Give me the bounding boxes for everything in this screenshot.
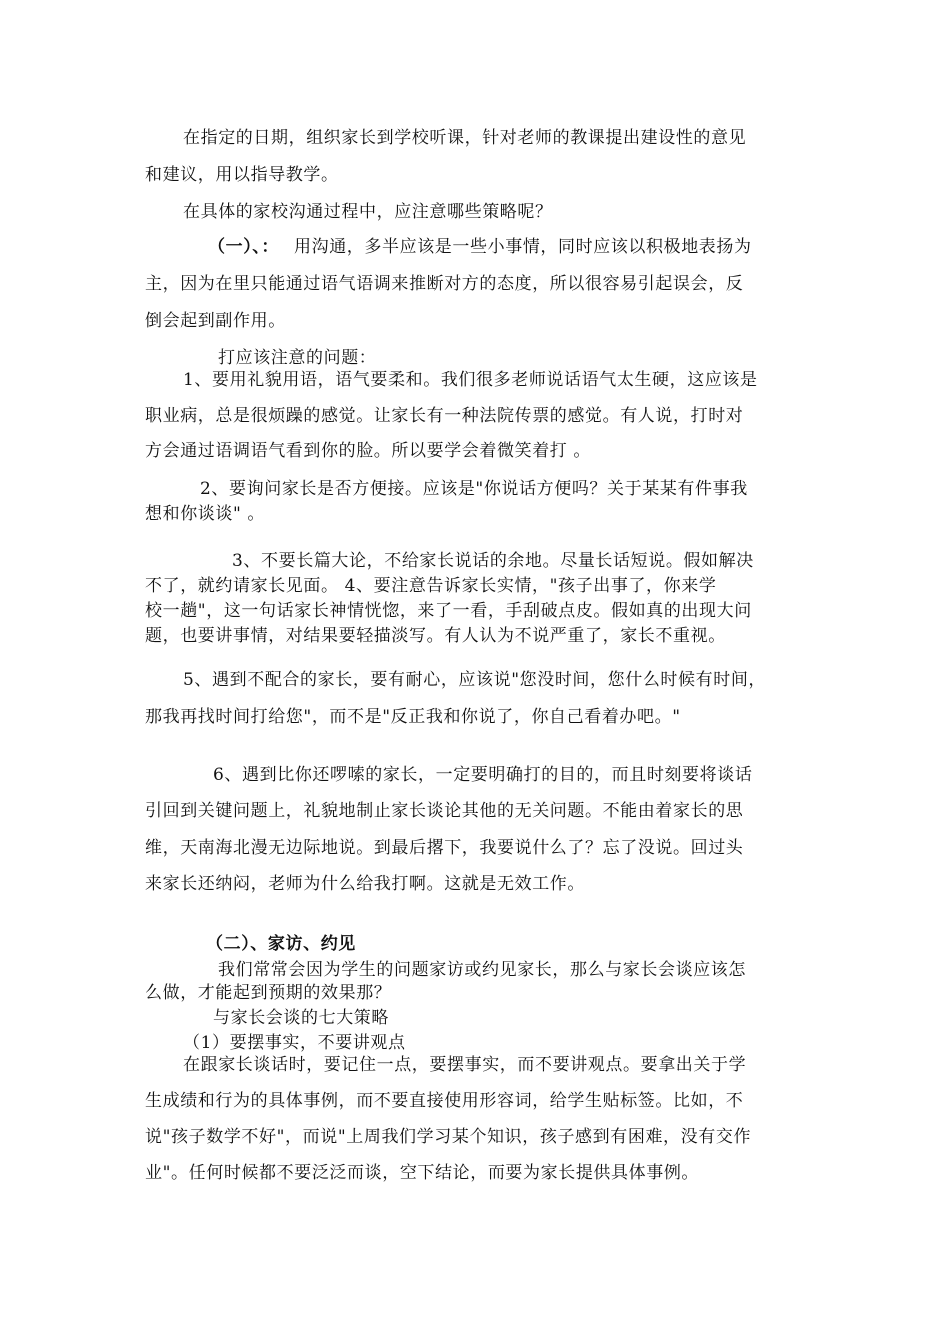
paragraph-line: 在跟家长谈话时，要记住一点，要摆事实，而不要讲观点。要拿出关于学: [183, 1055, 747, 1075]
paragraph-line: 不了，就约请家长见面。 4、要注意告诉家长实情，"孩子出事了，你来学: [145, 576, 717, 596]
paragraph-line: 主，因为在里只能通过语气语调来推断对方的态度，所以很容易引起误会，反: [145, 274, 744, 294]
paragraph-line: 我们常常会因为学生的问题家访或约见家长，那么与家长会谈应该怎: [218, 960, 746, 980]
subheading: 与家长会谈的七大策略: [213, 1008, 389, 1028]
list-item-line: 6、遇到比你还啰嗦的家长，一定要明确打的目的，而且时刻要将谈话: [213, 765, 753, 785]
section-heading-1: （一）、：: [208, 237, 279, 257]
list-item-line: 1、要用礼貌用语，语气要柔和。我们很多老师说话语气太生硬，这应该是: [183, 370, 758, 390]
paragraph-line: 来家长还纳闷，老师为什么给我打啊。这就是无效工作。: [145, 874, 585, 894]
paragraph-line: 倒会起到副作用。: [145, 311, 286, 331]
paragraph-line: 么做，才能起到预期的效果那？: [145, 983, 392, 1003]
paragraph-line: 校一趟"，这一句话家长神情恍惚，来了一看，手刮破点皮。假如真的出现大问: [145, 601, 752, 621]
paragraph-line: 在指定的日期，组织家长到学校听课，针对老师的教课提出建设性的意见: [183, 128, 747, 148]
paragraph-line: 生成绩和行为的具体事例，而不要直接使用形容词，给学生贴标签。比如，不: [145, 1091, 744, 1111]
paragraph-line: 题，也要讲事情，对结果要轻描淡写。有人认为不说严重了，家长不重视。: [145, 626, 726, 646]
subheading: 打应该注意的问题：: [218, 348, 377, 368]
paragraph-line: 引回到关键问题上，礼貌地制止家长谈论其他的无关问题。不能由着家长的思: [145, 801, 744, 821]
subheading: （1）要摆事实，不要讲观点: [183, 1033, 406, 1053]
paragraph-line: 想和你谈谈" 。: [145, 504, 266, 524]
paragraph-line: 和建议，用以指导教学。: [145, 165, 339, 185]
section-heading-2: （二）、家访、约见: [206, 934, 356, 954]
paragraph-line: 那我再找时间打给您"，而不是"反正我和你说了，你自己看着办吧。": [145, 707, 681, 727]
list-item-line: 5、遇到不配合的家长，要有耐心，应该说"您没时间，您什么时候有时间，: [183, 670, 767, 690]
paragraph-line: 维，天南海北漫无边际地说。到最后撂下，我要说什么了？忘了没说。回过头: [145, 838, 744, 858]
paragraph-line: 用沟通，多半应该是一些小事情，同时应该以积极地表扬为: [294, 237, 752, 257]
paragraph-line: 在具体的家校沟通过程中，应注意哪些策略呢？: [183, 202, 553, 222]
list-item-line: 3、不要长篇大论，不给家长说话的余地。尽量长话短说。假如解决: [232, 551, 754, 571]
paragraph-line: 方会通过语调语气看到你的脸。所以要学会着微笑着打 。: [145, 441, 592, 461]
paragraph-line: 职业病，总是很烦躁的感觉。让家长有一种法院传票的感觉。有人说，打时对: [145, 406, 744, 426]
list-item-line: 2、要询问家长是否方便接。应该是"你说话方便吗？关于某某有件事我: [200, 479, 748, 499]
paragraph-line: 说"孩子数学不好"，而说"上周我们学习某个知识，孩子感到有困难，没有交作: [145, 1127, 752, 1147]
paragraph-line: 业"。任何时候都不要泛泛而谈，空下结论，而要为家长提供具体事例。: [145, 1163, 700, 1183]
